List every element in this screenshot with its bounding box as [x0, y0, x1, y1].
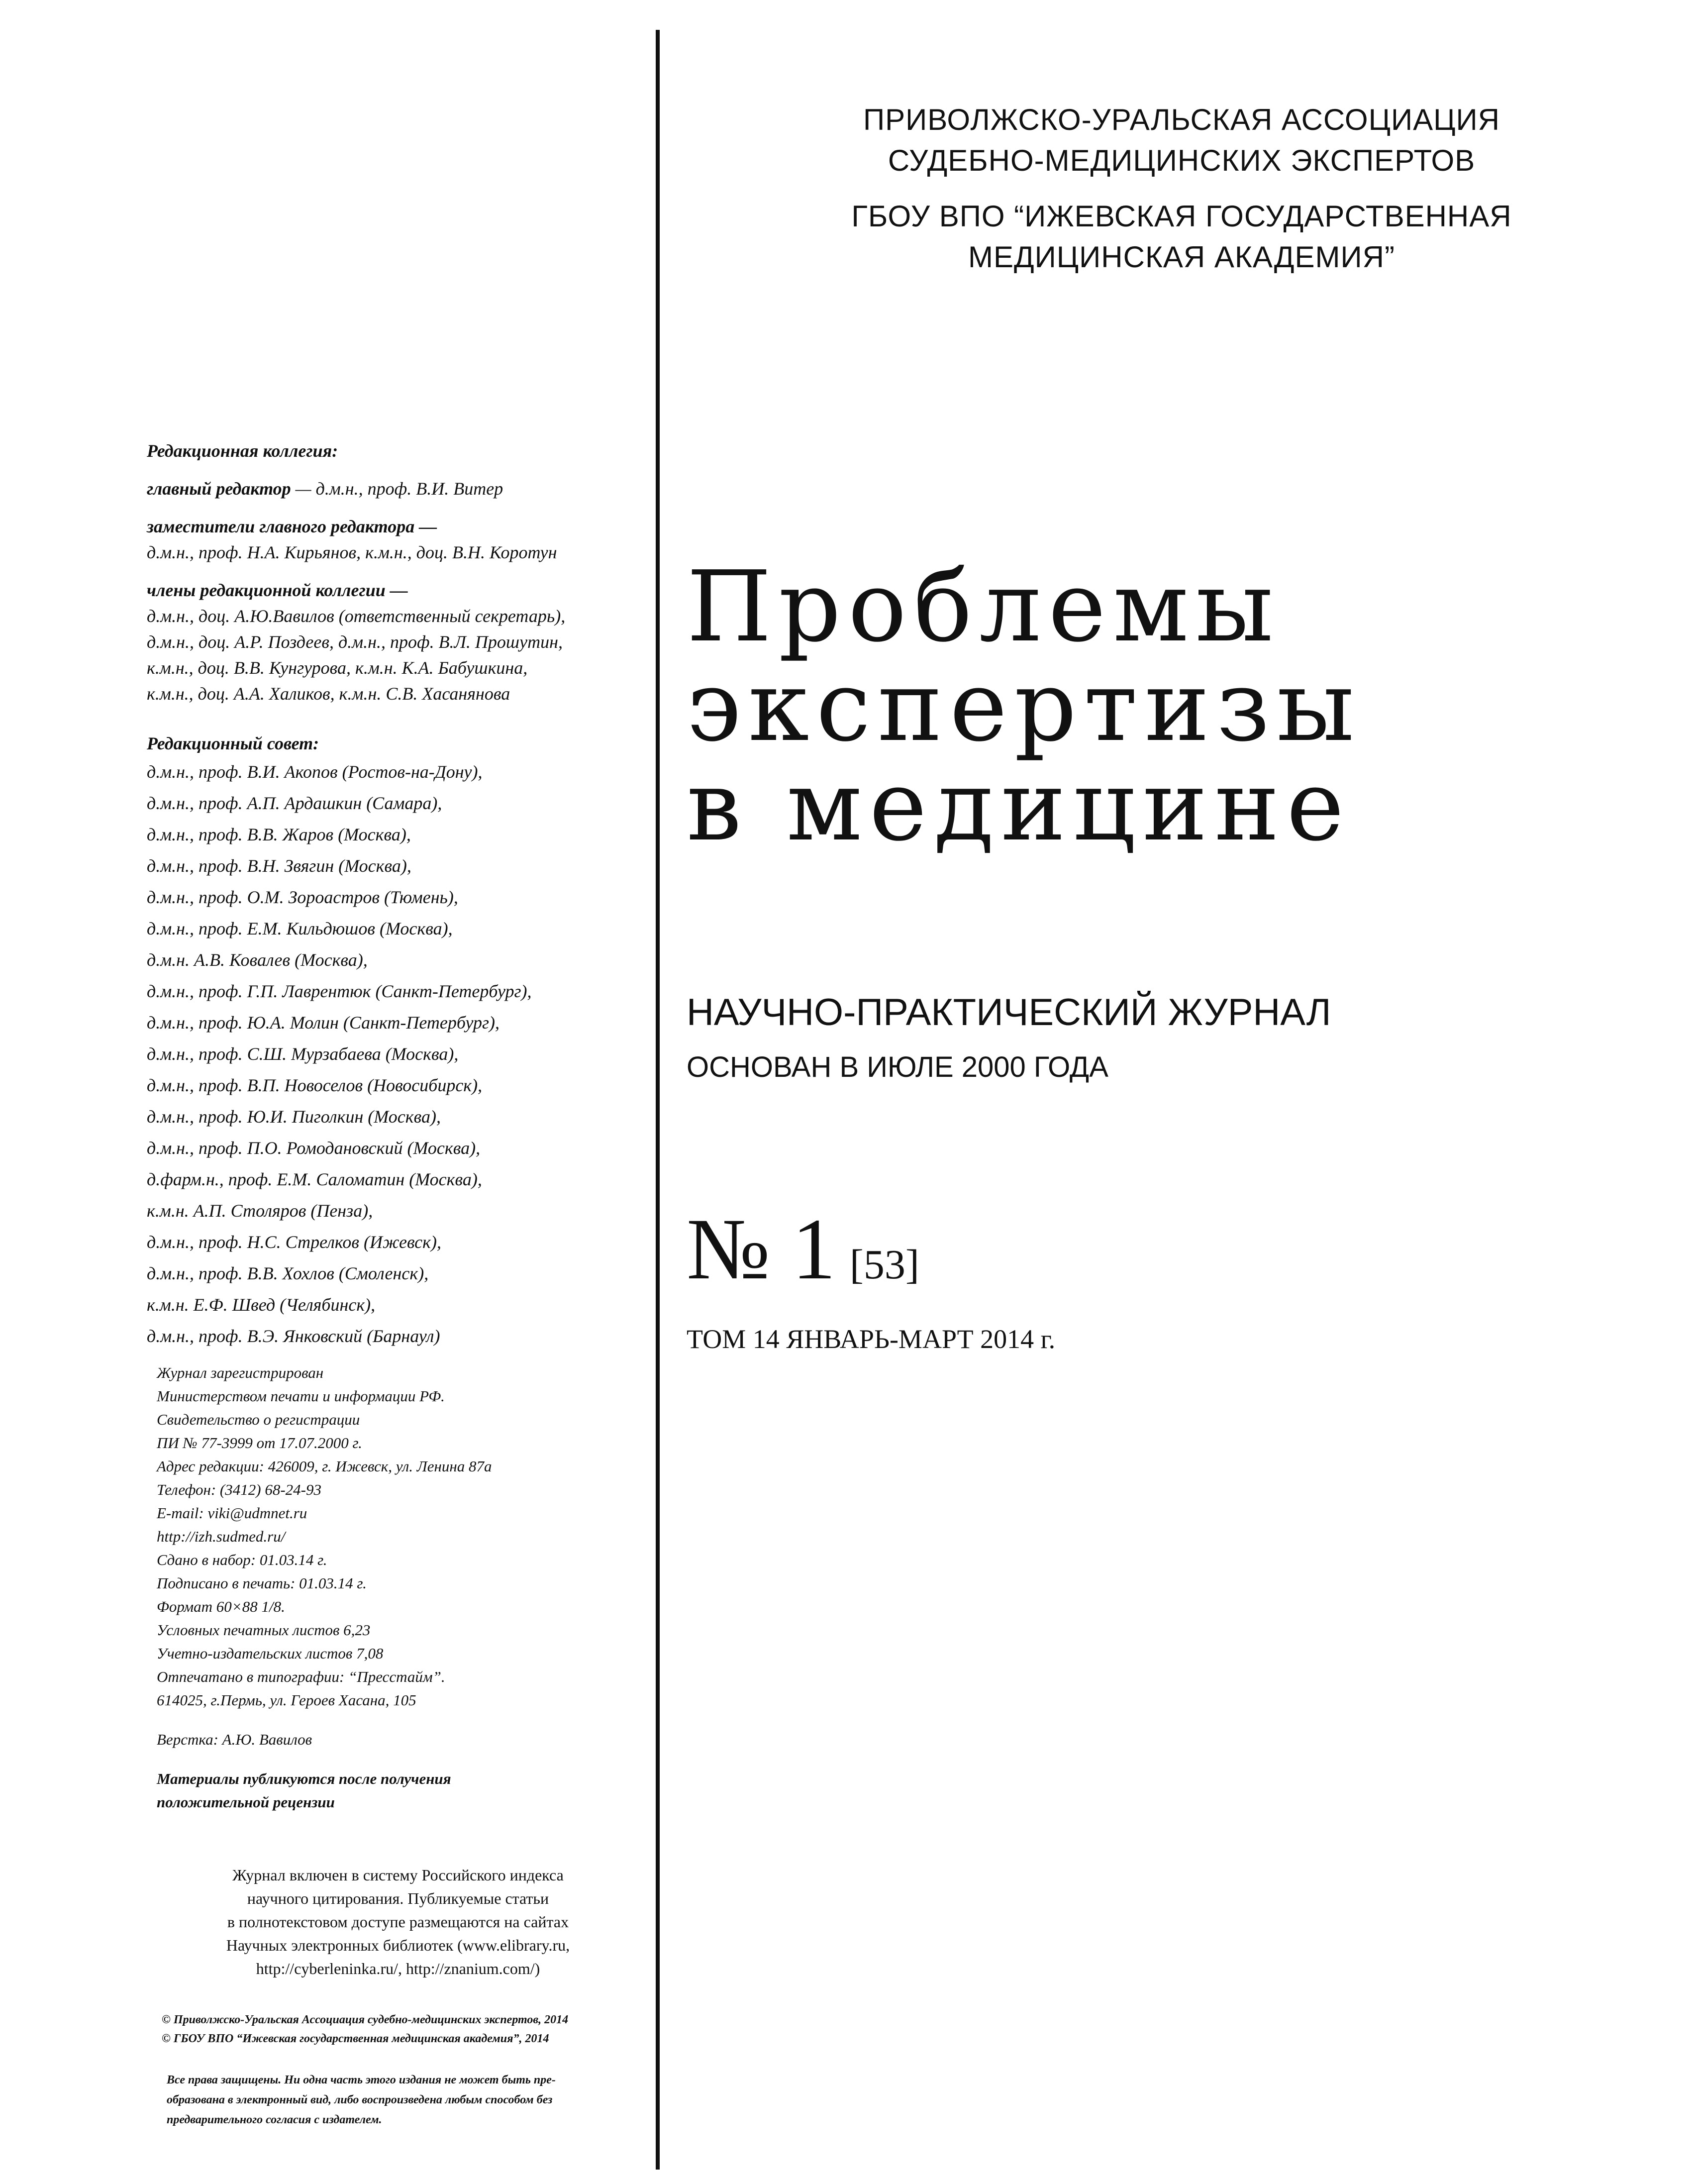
publishers-block — [687, 100, 1677, 278]
issue-number — [687, 1199, 1677, 1300]
copyright-block — [162, 2010, 568, 2048]
council-member: д.м.н., проф. В.В. Жаров (Москва), — [147, 825, 411, 844]
copyright-line: © Приволжско-Уральская Ассоциация судебно-медицинских экспертов, 2014 — [162, 2013, 569, 2026]
imprint-line: Подписано в печать: 01.03.14 г. — [157, 1574, 367, 1592]
rinc-notice — [179, 1864, 617, 1980]
council-member: д.м.н., проф. Н.С. Стрелков (Ижевск), — [147, 1232, 441, 1252]
rinc-line: Журнал включен в систему Российского индекса — [232, 1866, 564, 1884]
rights-line: предварительного согласия с издателем. — [167, 2113, 382, 2126]
journal-type: НАУЧНО-ПРАКТИЧЕСКИЙ ЖУРНАЛ — [687, 991, 1331, 1034]
council-member: к.м.н. А.П. Столяров (Пенза), — [147, 1201, 373, 1221]
publisher-line: ГБОУ ВПО “ИЖЕВСКАЯ ГОСУДАРСТВЕННАЯ — [851, 200, 1512, 233]
publisher-line: СУДЕБНО-МЕДИЦИНСКИХ ЭКСПЕРТОВ — [888, 144, 1476, 177]
council-member: д.м.н., проф. В.П. Новоселов (Новосибирск), — [147, 1075, 483, 1095]
issue-number-value: № 1 — [687, 1201, 836, 1298]
imprint-line: Сдано в набор: 01.03.14 г. — [157, 1551, 327, 1568]
rinc-line: http://cyberleninka.ru/, http://znanium.com/) — [256, 1960, 540, 1977]
council-member: д.м.н., проф. С.Ш. Мурзабаева (Москва), — [147, 1044, 459, 1064]
board-member: д.м.н., доц. А.Р. Поздеев, д.м.н., проф. В.Л. Прошутин, — [147, 632, 563, 652]
editorial-council-heading: Редакционный совет: — [147, 733, 319, 753]
imprint-line: http://izh.sudmed.ru/ — [157, 1528, 286, 1545]
council-member: д.м.н., проф. О.М. Зороастров (Тюмень), — [147, 887, 458, 907]
council-member: д.м.н., проф. А.П. Ардашкин (Самара), — [147, 793, 442, 813]
vertical-divider — [656, 30, 660, 2170]
issue-total: [53] — [849, 1242, 919, 1288]
imprint-line: Формат 60×88 1/8. — [157, 1598, 285, 1615]
board-member: к.м.н., доц. В.В. Кунгурова, к.м.н. К.А. Бабушкина, — [147, 658, 528, 678]
rinc-line: Научных электронных библиотек (www.elibrary.ru, — [226, 1936, 570, 1954]
council-member: к.м.н. Е.Ф. Швед (Челябинск), — [147, 1295, 376, 1315]
imprint-line: Условных печатных листов 6,23 — [157, 1621, 371, 1639]
council-member: д.фарм.н., проф. Е.М. Саломатин (Москва), — [147, 1169, 482, 1189]
imprint-line: Журнал зарегистрирован — [157, 1364, 324, 1381]
deputies-label: заместители главного редактора — — [147, 517, 437, 536]
council-member: д.м.н., проф. Е.М. Кильдюшов (Москва), — [147, 919, 453, 938]
journal-title-line: экспертизы — [687, 650, 1362, 763]
rinc-line: в полнотекстовом доступе размещаются на сайтах — [227, 1913, 569, 1931]
publisher-line: МЕДИЦИНСКАЯ АКАДЕМИЯ” — [968, 240, 1395, 274]
layout-credit: Верстка: А.Ю. Вавилов — [157, 1731, 312, 1748]
chief-editor-value: — д.м.н., проф. В.И. Витер — [291, 479, 503, 499]
rights-line: образована в электронный вид, либо воспроизведена любым способом без — [167, 2093, 553, 2106]
rinc-line: научного цитирования. Публикуемые статьи — [247, 1889, 549, 1907]
council-member: д.м.н., проф. Ю.А. Молин (Санкт-Петербург), — [147, 1013, 499, 1033]
journal-title — [687, 550, 1677, 863]
journal-title-line: Проблемы — [687, 550, 1281, 664]
council-member: д.м.н., проф. Г.П. Лаврентюк (Санкт-Петербург), — [147, 981, 532, 1001]
imprint-line: Телефон: (3412) 68-24-93 — [157, 1481, 321, 1498]
imprint-line: Адрес редакции: 426009, г. Ижевск, ул. Ленина 87а — [157, 1457, 492, 1475]
editorial-board — [147, 438, 644, 1352]
rights-line: Все права защищены. Ни одна часть этого издания не может быть пре- — [167, 2074, 556, 2086]
imprint-line: Министерством печати и информации РФ. — [157, 1387, 445, 1405]
chief-editor-label: главный редактор — [147, 479, 291, 499]
rights-notice — [167, 2070, 556, 2130]
imprint-line: Отпечатано в типографии: “Пресстайм”. — [157, 1668, 445, 1685]
council-member: д.м.н. А.В. Ковалев (Москва), — [147, 950, 368, 970]
imprint-line: ПИ № 77-3999 от 17.07.2000 г. — [157, 1434, 362, 1452]
journal-founded: ОСНОВАН В ИЮЛЕ 2000 ГОДА — [687, 1051, 1108, 1083]
imprint-block — [157, 1361, 492, 1814]
council-member: д.м.н., проф. В.Э. Янковский (Барнаул) — [147, 1326, 440, 1346]
journal-subtitle — [687, 985, 1677, 1095]
copyright-line: © ГБОУ ВПО “Ижевская государственная медицинская академия”, 2014 — [162, 2032, 549, 2045]
publisher-line: ПРИВОЛЖСКО-УРАЛЬСКАЯ АССОЦИАЦИЯ — [863, 103, 1500, 136]
deputies-value: д.м.н., проф. Н.А. Кирьянов, к.м.н., доц. В.Н. Коротун — [147, 542, 557, 562]
council-member: д.м.н., проф. В.Н. Звягин (Москва), — [147, 856, 411, 876]
imprint-line: Свидетельство о регистрации — [157, 1411, 360, 1428]
council-member: д.м.н., проф. П.О. Ромодановский (Москва), — [147, 1138, 481, 1158]
volume-line: ТОМ 14 ЯНВАРЬ-МАРТ 2014 г. — [687, 1324, 1056, 1354]
board-member: д.м.н., доц. А.Ю.Вавилов (ответственный секретарь), — [147, 606, 566, 626]
board-member: к.м.н., доц. А.А. Халиков, к.м.н. С.В. Хасанянова — [147, 684, 510, 704]
review-note-line: положительной рецензии — [157, 1793, 335, 1811]
council-member: д.м.н., проф. Ю.И. Пиголкин (Москва), — [147, 1107, 441, 1127]
imprint-line: Учетно-издательских листов 7,08 — [157, 1645, 384, 1662]
review-note-line: Материалы публикуются после получения — [157, 1770, 451, 1787]
chief-editor — [147, 476, 644, 502]
editorial-board-heading: Редакционная коллегия: — [147, 441, 338, 461]
imprint-line: 614025, г.Пермь, ул. Героев Хасана, 105 — [157, 1691, 416, 1709]
council-member: д.м.н., проф. В.В. Хохлов (Смоленск), — [147, 1263, 429, 1283]
imprint-line: E-mail: viki@udmnet.ru — [157, 1504, 307, 1522]
council-member: д.м.н., проф. В.И. Акопов (Ростов-на-Дону), — [147, 762, 483, 782]
journal-title-line: в медицине — [687, 749, 1351, 863]
members-label: члены редакционной коллегии — — [147, 580, 408, 600]
editorial-council-list — [147, 756, 644, 1352]
